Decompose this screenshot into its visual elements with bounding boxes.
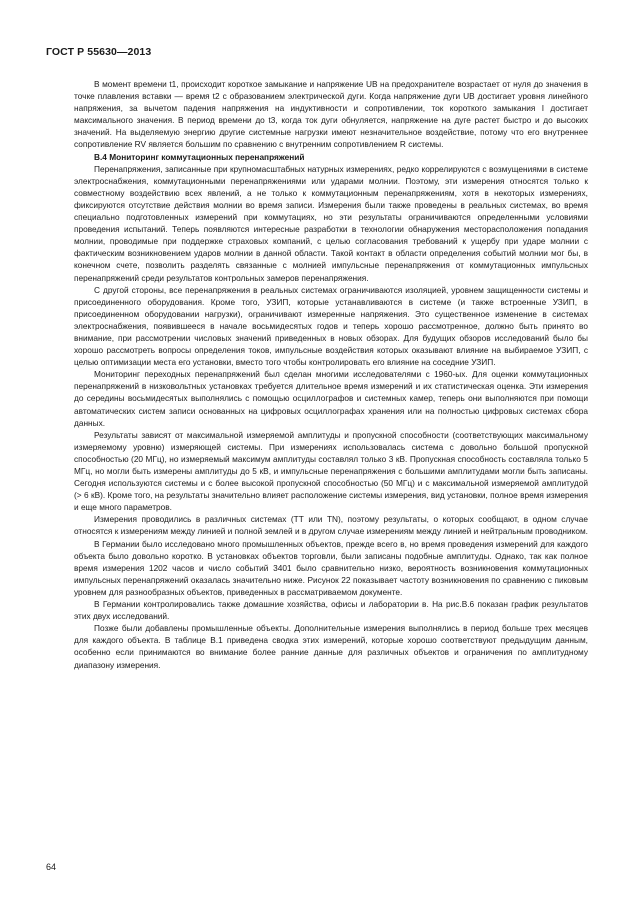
document-body xyxy=(74,78,588,671)
paragraph-5: Результаты зависят от максимальной измеряемой амплитуды и пропускной способности (соответствующих максимальному измеряемому уровню) измеряющей системы. При измерениях использовалась система с довольно большой пропускной способностью (20 МГц), но измеряемый максимум амплитуды составлял только 3 кВ. Пропускная способность составляла только 5 МГц, но могли быть измерены амплитуды до 5 кВ, и импульсные перенапряжения с большими амплитудами могли быть записаны. Сегодня используются системы и с более высокой пропускной способностью (50 МГц) и с максимальной измеряемой амплитудой (> 6 кВ). Кроме того, на результаты значительно влияет расположение системы измерения, вид установки, полное время измерения и еще много параметров. xyxy=(74,429,588,513)
page-header-standard: ГОСТ Р 55630—2013 xyxy=(46,46,152,58)
paragraph-2: Перенапряжения, записанные при крупномасштабных натурных измерениях, редко коррелируются с возмущениями в системе электроснабжения, коммутационными перенапряжениями или ударами молнии. Поэтому, эти измерения относятся только к совместному воздействию всех явлений, а не только к коммутационным перенапряжениям, хотя в некоторых измерениях, фиксируются отсутствие действия молнии во время записи. Измерения были также проведены в реальных системах, во время специально подготовленных измерений при коммутациях, но эти результаты ограничиваются определенными условиями проведения испытаний. Теперь появляются интересные разработки в технологии обнаружения месторасположения попадания молнии, проводимые при поддержке страховых компаний, с целью согласования требований к ущербу при ударе молнии с фактическим возникновением ударов молнии в данной области. Такой контакт в области определения событий молнии мог бы, в конечном счете, позволить разделять связанные с молнией импульсные перенапряжения от коммутационных импульсных перенапряжений среди результатов контрольных замеров перенапряжения. xyxy=(74,163,588,283)
section-heading-b4: В.4 Мониторинг коммутационных перенапряжений xyxy=(94,151,305,162)
paragraph-9: Позже были добавлены промышленные объекты. Дополнительные измерения выполнялись в период больше трех месяцев для каждого объекта. В таблице В.1 приведена сводка этих измерений, которые хорошо соответствуют предыдущим данным, особенно если принимаются во внимание более ранние данные для различных объектов и ограничения по амплитудному диапазону измерения. xyxy=(74,623,588,670)
paragraph-6: Измерения проводились в различных системах (ТТ или TN), поэтому результаты, о которых сообщают, в одном случае относятся к измерениям между линией и полной землей и в другом случае измерениям между линией и нейтральным проводником. xyxy=(74,514,588,537)
paragraph-7: В Германии было исследовано много промышленных объектов, прежде всего в, но время проведения измерений для каждого объекта было довольно коротко. В установках объектов торговли, были записаны подобные амплитуды. Однако, так как полное время измерения 1202 часов и число событий 3401 было сравнительно низко, вероятность возникновения коммутационных импульсных перенапряжений оказалась значительно ниже. Рисунок 22 показывает частоту возникновения по сравнению с пиковым уровнем для разнообразных объектов, приведенных в рассматриваемом документе. xyxy=(74,538,588,597)
paragraph-1: В момент времени t1, происходит короткое замыкание и напряжение UB на предохранителе возрастает от нуля до значения в точке плавления вставки — время t2 с образованием электрической дуги. Когда напряжение дуги UB достигает уровня линейного напряжения, за вычетом падения напряжения на индуктивности и сопротивлении, ток короткого замыкания I достигает максимального значения. В период времени до t3, когда ток дуги обнуляется, напряжение на дуге растет быстро и до высоких значений. На выделяемую энергию другие системные нагрузки имеют незначительное воздействие, потому что его внутреннее сопротивление RV является большим по сравнению с внутренним сопротивлением R системы. xyxy=(74,79,588,150)
paragraph-4: Мониторинг переходных перенапряжений был сделан многими исследователями с 1960-ых. Для оценки коммутационных перенапряжений в низковольтных установках требуется длительное время измерений и их статистическая оценка. Эти измерения до середины восьмидесятых выполнялись с помощью осциллографов и системных камер, теперь они выполняются при помощи автоматических систем записи основанных на цифровых осциллографах хранения или на полностью цифровых системах сбора данных. xyxy=(74,369,588,428)
paragraph-8: В Германии контролировались также домашние хозяйства, офисы и лаборатории в. На рис.В.6 показан график результатов этих двух исследований. xyxy=(74,599,588,622)
paragraph-3: С другой стороны, все перенапряжения в реальных системах ограничиваются изоляцией, уровнем защищенности системы и присоединенного оборудования. Кроме того, УЗИП, которые устанавливаются в системе (и также встроенные УЗИП, в присоединенном оборудовании нагрузки), ограничивают измеренные напряжения. Это существенное изменение в системах электроснабжения, появившееся в начале восьмидесятых годов и теперь хорошо рассмотренное, должно быть принято во внимание, при рассмотрении числовых значений приведенных в новых обзорах. Для будущих обзоров исследований было бы хорошо рассмотреть вопросы определения токов, импульсные воздействия которых оказывают влияние на выбираемое УЗИП, с целью оптимизации места его установки, вместо того чтобы контролировать его влияние на соседние УЗИП. xyxy=(74,284,588,368)
page-number: 64 xyxy=(46,862,57,872)
